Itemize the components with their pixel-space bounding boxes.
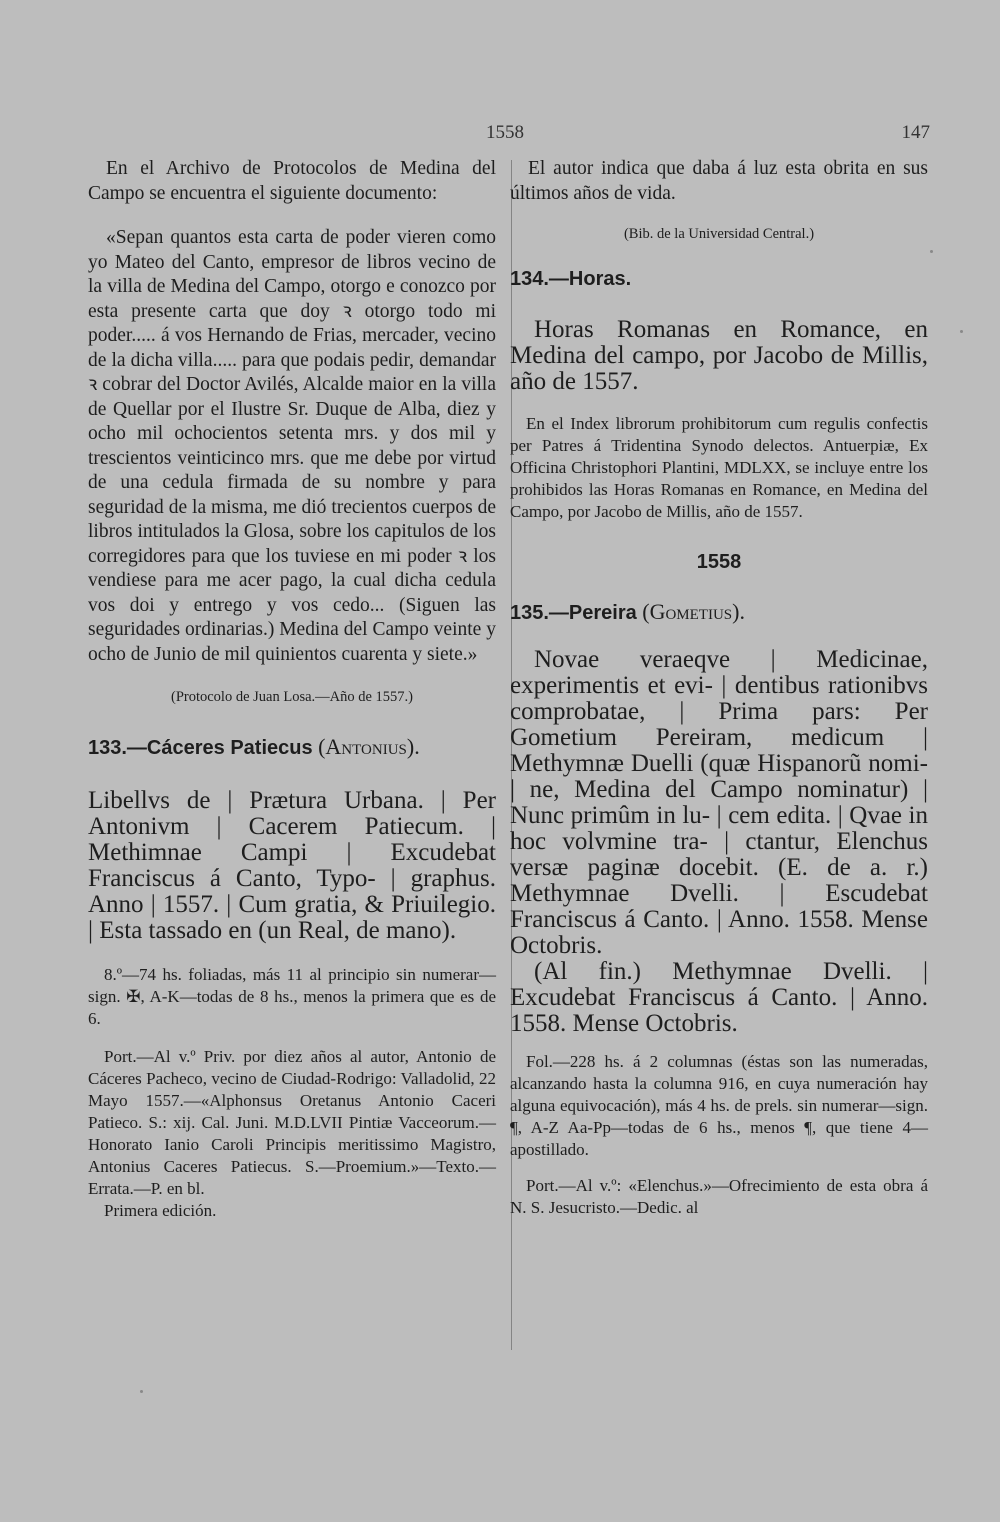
right-column — [510, 157, 928, 1219]
running-header-year: 1558 — [486, 122, 524, 143]
entry-135-author: (Gometius). — [642, 599, 745, 624]
entry-135-title: Novae veraeqve | Medicinae, experimentis et evi- | dentibus rationibvs comprobatae, | Prima pars: Per Gometium Pereiram, medicum | Methymnæ Duelli (quæ Hispanorũ nomi- | ne, Medina del Campo nominatur) | Nunc primûm in lu- | cem edita. | Qvae in hoc volvmine tra- | ctantur, Elenchus versæ paginæ docebit. (E. de a. r.) Methymnae Dvelli. | Escudebat Franciscus á Canto. | Anno. 1558. Mense Octobris. — [510, 646, 928, 959]
entry-133-collation: 8.º—74 hs. foliadas, más 11 al principio sin numerar—sign. ✠, A-K—todas de 8 hs., menos la primera que es de 6. — [88, 965, 496, 1028]
year-heading-1558: 1558 — [696, 551, 742, 573]
entry-133-title: Libellvs de | Prætura Urbana. | Per Antonivm | Cacerem Patiecum. | Methimnae Campi | Excudebat Franciscus á Canto, Typo- | graphus. Anno | 1557. | Cum gratia, & Priuilegio. | Esta tassado en (un Real, de mano). — [88, 787, 496, 944]
entry-134-heading — [510, 264, 928, 293]
author-note: El autor indica que daba á luz esta obrita en sus últimos años de vida. — [510, 158, 928, 204]
entry-134-note: En el Index librorum prohibitorum cum regulis confectis per Patres á Tridentina Synodo delectos. Antuerpiæ, Ex Officina Christophori Plantini, MDLXX, se incluye entre los prohibidos las Horas Romanas en Romance, en Medina del Campo, por Jacobo de Millis, año de 1557. — [510, 414, 928, 521]
entry-133-edition: Primera edición. — [104, 1201, 217, 1220]
library-citation: (Bib. de la Universidad Central.) — [623, 226, 815, 242]
page-number: 147 — [901, 122, 930, 143]
entry-135-contents: Port.—Al v.º: «Elenchus.»—Ofrecimiento de esta obra á N. S. Jesucristo.—Dedic. al — [510, 1176, 928, 1217]
entry-134-title: Horas Romanas en Romance, en Medina del campo, por Jacobo de Millis, año de 1557. — [510, 316, 928, 395]
notarial-quote: «Sepan quantos esta carta de poder vieren como yo Mateo del Canto, empresor de libros vecino de la villa de Medina del Campo, otorgo e conozco por esta presente carta que doy ꝛ otorgo todo mi poder..... á vos Hernando de Frias, mercader, vecino de la dicha villa..... para que podais pedir, demandar ꝛ cobrar del Doctor Avilés, Alcalde maior en la villa de Quellar por el Ilustre Sr. Duque de Alba, diez y ocho mil ochocientos setenta mrs. y dos mil y trescientos veinticinco mrs. que me debe por virtud de una cedula firmada de su nombre y para seguridad de la misma, me dió trecientos cuerpos de libros intitulados la Glosa, sobre los capitulos de los corregidores para que los tuviese en mi poder ꝛ los vendiese para me acer pago, la cual dicha cedula vos doi y entrego y vos cedo... (Siguen las seguridades ordinarias.) Medina del Campo veinte y ocho de Junio de mil quinientos cuarenta y siete.» — [88, 227, 496, 665]
entry-135-colophon: (Al fin.) Methymnae Dvelli. | Excudebat Franciscus á Canto. | Anno. 1558. Mense Octobris. — [510, 958, 928, 1037]
entry-135-heading — [510, 598, 928, 627]
archive-intro: En el Archivo de Protocolos de Medina del Campo se encuentra el siguiente documento: — [88, 158, 496, 204]
left-column — [88, 157, 496, 1222]
entry-133-heading — [88, 733, 496, 762]
paper-speck — [960, 330, 963, 333]
entry-135-number: 135.—Pereira — [510, 602, 637, 624]
entry-133-number: 133.—Cáceres Patiecus — [88, 737, 313, 759]
entry-135-collation: Fol.—228 hs. á 2 columnas (éstas son las numeradas, alcanzando hasta la columna 916, en cuya numeración hay alguna equivocación), más 4 hs. de prels. sin numerar—sign. ¶, A-Z Aa-Pp—todas de 6 hs., menos ¶, que tiene 4—apostillado. — [510, 1052, 928, 1159]
paper-speck — [930, 250, 933, 253]
entry-133-author: (Antonius). — [318, 734, 420, 759]
entry-133-contents: Port.—Al v.º Priv. por diez años al autor, Antonio de Cáceres Pacheco, vecino de Ciudad-Rodrigo: Valladolid, 22 Mayo 1557.—«Alphonsus Oretanus Antonio Caceri Patieco. S.: xij. Cal. Juni. M.D.LVII Pintiæ Vacceorum.—Honorato Ianio Caroli Principis meritissimo Magistro, Antonius Caceres Patiecus. S.—Proemium.»—Texto.—Errata.—P. en bl. — [88, 1047, 496, 1198]
paper-speck — [140, 1390, 143, 1393]
entry-134-number: 134.—Horas. — [510, 268, 632, 290]
protocol-citation: (Protocolo de Juan Losa.—Año de 1557.) — [170, 689, 414, 705]
